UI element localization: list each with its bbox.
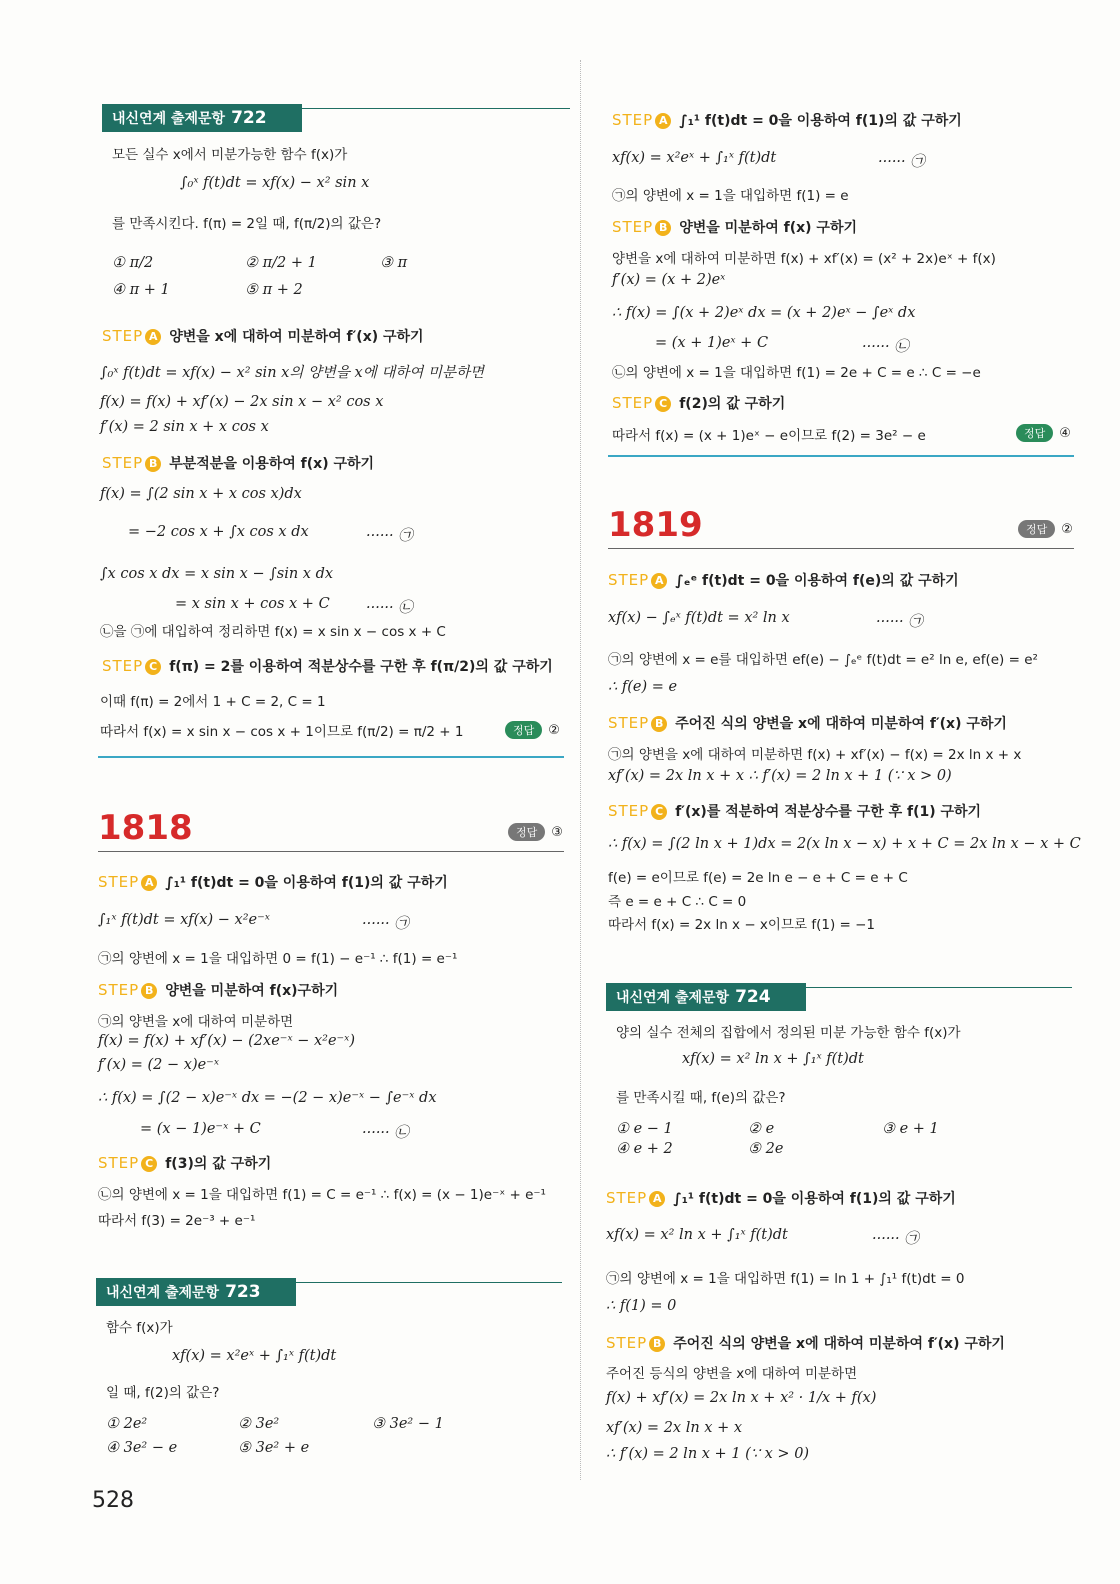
answer-value: ② <box>548 723 560 738</box>
step-badge: B <box>655 220 671 236</box>
answer-label: 정답 <box>508 823 545 841</box>
p1819-c3: 즉 e = e + C ∴ C = 0 <box>608 894 747 910</box>
p724-question-1: 양의 실수 전체의 집합에서 정의된 미분 가능한 함수 f(x)가 <box>616 1025 961 1041</box>
p724-a1: xf(x) = x² ln x + ∫₁ˣ f(t)dt <box>606 1227 788 1243</box>
p723-b4: = (x + 1)eˣ + C <box>655 335 769 351</box>
p722-step-b <box>102 453 374 473</box>
banner-label: 내신연계 출제문항 <box>112 111 226 127</box>
step-label: STEP <box>98 981 140 999</box>
step-badge: C <box>651 804 667 820</box>
p722-b2-marker: ······ ㉠ <box>366 528 413 544</box>
p722-answer <box>505 721 560 739</box>
p1819-c4: 따라서 f(x) = 2x ln x − x이므로 f(1) = −1 <box>608 917 876 933</box>
step-badge: B <box>145 456 161 472</box>
p723-step-b <box>612 217 857 237</box>
p1819-a1: xf(x) − ∫ₑˣ f(t)dt = x² ln x <box>608 610 790 626</box>
step-title: f(3)의 값 구하기 <box>165 1156 272 1172</box>
step-label: STEP <box>102 327 144 345</box>
step-label: STEP <box>606 1334 648 1352</box>
step-title: f(2)의 값 구하기 <box>679 396 786 412</box>
p723-b3: ∴ f(x) = ∫(x + 2)eˣ dx = (x + 2)eˣ − ∫eˣ dx <box>612 305 916 321</box>
p723-b2: f′(x) = (x + 2)eˣ <box>612 272 726 288</box>
p722-choice-5: ⑤ π + 2 <box>245 282 303 298</box>
banner-723 <box>96 1278 296 1306</box>
banner-number: 724 <box>735 987 771 1007</box>
p723-question-1: 함수 f(x)가 <box>106 1320 173 1336</box>
banner-label: 내신연계 출제문항 <box>106 1285 220 1301</box>
step-title: ∫₁¹ f(t)dt = 0을 이용하여 f(1)의 값 구하기 <box>673 1191 956 1207</box>
p722-question-1: 모든 실수 x에서 미분가능한 함수 f(x)가 <box>112 147 348 163</box>
p723-choice-4: ④ 3e² − e <box>106 1440 178 1456</box>
p723-end-rule <box>608 455 1074 457</box>
p1818-step-a <box>98 872 448 892</box>
p722-b1: f(x) = ∫(2 sin x + x cos x)dx <box>100 486 302 502</box>
p724-choice-5: ⑤ 2e <box>748 1141 784 1157</box>
p1819-a2: ㉠의 양변에 x = e를 대입하면 ef(e) − ∫ₑᵉ f(t)dt = e² ln e, ef(e) = e² <box>608 652 1038 668</box>
step-badge: B <box>649 1336 665 1352</box>
p722-question-equation: ∫₀ˣ f(t)dt = xf(x) − x² sin x <box>180 175 370 191</box>
p1819-a3: ∴ f(e) = e <box>608 679 678 695</box>
p1818-c1: ㉡의 양변에 x = 1을 대입하면 f(1) = C = e⁻¹ ∴ f(x) = (x − 1)e⁻ˣ + e⁻¹ <box>98 1187 546 1203</box>
step-title: 양변을 미분하여 f(x)구하기 <box>165 983 339 999</box>
step-badge: B <box>651 716 667 732</box>
p722-b4-marker: ······ ㉡ <box>366 600 413 616</box>
step-badge: A <box>655 113 671 129</box>
banner-724-line <box>806 987 1072 988</box>
answer-value: ④ <box>1059 426 1071 441</box>
p724-step-a <box>606 1188 956 1208</box>
p722-b5: ㉡을 ㉠에 대입하여 정리하면 f(x) = x sin x − cos x + C <box>100 624 446 640</box>
step-title: 양변을 미분하여 f(x) 구하기 <box>679 220 857 236</box>
p1819-step-c <box>608 801 981 821</box>
answer-value: ③ <box>551 825 563 840</box>
step-label: STEP <box>608 571 650 589</box>
p722-choice-1: ① π/2 <box>112 255 154 271</box>
p724-question-2: 를 만족시킬 때, f(e)의 값은? <box>616 1090 786 1106</box>
p1818-step-b <box>98 980 338 1000</box>
step-title: ∫ₑᵉ f(t)dt = 0을 이용하여 f(e)의 값 구하기 <box>675 573 959 589</box>
p723-choice-2: ② 3e² <box>238 1416 280 1432</box>
p723-a1-marker: ······ ㉠ <box>878 154 925 170</box>
p1818-a2: ㉠의 양변에 x = 1을 대입하면 0 = f(1) − e⁻¹ ∴ f(1) = e⁻¹ <box>98 951 458 967</box>
step-title: 주어진 식의 양변을 x에 대하여 미분하여 f′(x) 구하기 <box>673 1336 1005 1352</box>
banner-722 <box>102 104 302 132</box>
p1818-a1-marker: ······ ㉠ <box>362 916 409 932</box>
p722-step-c <box>102 656 553 676</box>
page-number: 528 <box>92 1488 134 1513</box>
p723-choice-5: ⑤ 3e² + e <box>238 1440 310 1456</box>
step-title: ∫₁¹ f(t)dt = 0을 이용하여 f(1)의 값 구하기 <box>679 113 962 129</box>
step-badge: C <box>655 396 671 412</box>
step-label: STEP <box>102 454 144 472</box>
step-badge: B <box>141 983 157 999</box>
banner-723-line <box>296 1282 562 1283</box>
p723-choice-3: ③ 3e² − 1 <box>372 1416 444 1432</box>
p724-question-equation: xf(x) = x² ln x + ∫₁ˣ f(t)dt <box>682 1051 864 1067</box>
p1819-c2: f(e) = e이므로 f(e) = 2e ln e − e + C = e + C <box>608 870 908 886</box>
p723-c1: 따라서 f(x) = (x + 1)eˣ − e이므로 f(2) = 3e² − e <box>612 428 926 444</box>
step-badge: A <box>141 875 157 891</box>
p724-b2: f(x) + xf′(x) = 2x ln x + x² · 1/x + f(x) <box>606 1390 877 1406</box>
step-badge: A <box>651 573 667 589</box>
step-label: STEP <box>98 1154 140 1172</box>
p724-choice-3: ③ e + 1 <box>882 1121 939 1137</box>
p723-a1: xf(x) = x²eˣ + ∫₁ˣ f(t)dt <box>612 150 777 166</box>
step-title: 주어진 식의 양변을 x에 대하여 미분하여 f′(x) 구하기 <box>675 716 1007 732</box>
p1819-a1-marker: ······ ㉠ <box>876 614 923 630</box>
step-title: 부분적분을 이용하여 f(x) 구하기 <box>169 456 375 472</box>
p722-b3: ∫x cos x dx = x sin x − ∫sin x dx <box>100 566 334 582</box>
step-label: STEP <box>606 1189 648 1207</box>
step-label: STEP <box>612 218 654 236</box>
p722-c2: 따라서 f(x) = x sin x − cos x + 1이므로 f(π/2) = π/2 + 1 <box>100 724 464 740</box>
p722-question-2: 를 만족시킨다. f(π) = 2일 때, f(π/2)의 값은? <box>112 216 382 232</box>
p1819-b1: ㉠의 양변을 x에 대하여 미분하면 f(x) + xf′(x) − f(x) = 2x ln x + x <box>608 747 1022 763</box>
p1819-step-b <box>608 713 1007 733</box>
p1818-b5-marker: ······ ㉡ <box>362 1125 409 1141</box>
p1819-step-a <box>608 570 959 590</box>
p723-question-equation: xf(x) = x²eˣ + ∫₁ˣ f(t)dt <box>172 1348 337 1364</box>
p722-a2: f(x) = f(x) + xf′(x) − 2x sin x − x² cos x <box>100 394 384 410</box>
p1818-b3: f′(x) = (2 − x)e⁻ˣ <box>98 1057 219 1073</box>
p724-choice-1: ① e − 1 <box>616 1121 673 1137</box>
p722-choice-3: ③ π <box>380 255 408 271</box>
problem-number-1818: 1818 <box>98 808 193 848</box>
p1818-a1: ∫₁ˣ f(t)dt = xf(x) − x²e⁻ˣ <box>98 912 270 928</box>
step-label: STEP <box>612 111 654 129</box>
p723-step-c <box>612 393 785 413</box>
p1818-b5: = (x − 1)e⁻ˣ + C <box>140 1121 261 1137</box>
p1819-b2: xf′(x) = 2x ln x + x ∴ f′(x) = 2 ln x + 1 (∵ x > 0) <box>608 768 952 784</box>
p722-c1: 이때 f(π) = 2에서 1 + C = 2, C = 1 <box>100 694 326 710</box>
p722-choice-4: ④ π + 1 <box>112 282 170 298</box>
p722-a3: f′(x) = 2 sin x + x cos x <box>100 419 269 435</box>
p724-a3: ∴ f(1) = 0 <box>606 1298 677 1314</box>
answer-label: 정답 <box>1016 424 1053 442</box>
p723-choice-1: ① 2e² <box>106 1416 148 1432</box>
step-badge: C <box>141 1156 157 1172</box>
answer-label: 정답 <box>505 721 542 739</box>
p723-b5: ㉡의 양변에 x = 1을 대입하면 f(1) = 2e + C = e ∴ C = −e <box>612 365 981 381</box>
p724-a1-marker: ······ ㉠ <box>872 1231 919 1247</box>
p723-a2: ㉠의 양변에 x = 1을 대입하면 f(1) = e <box>612 188 849 204</box>
p722-a1: ∫₀ˣ f(t)dt = xf(x) − x² sin x의 양변을 x에 대하여 미분하면 <box>100 365 485 381</box>
p723-question-2: 일 때, f(2)의 값은? <box>106 1385 220 1401</box>
p1818-answer <box>508 823 563 841</box>
banner-722-line <box>302 108 570 109</box>
p724-a2: ㉠의 양변에 x = 1을 대입하면 f(1) = ln 1 + ∫₁¹ f(t)dt = 0 <box>606 1271 965 1287</box>
p723-b1: 양변을 x에 대하여 미분하면 f(x) + xf′(x) = (x² + 2x)eˣ + f(x) <box>612 251 996 267</box>
p1819-c1: ∴ f(x) = ∫(2 ln x + 1)dx = 2(x ln x − x) + x + C = 2x ln x − x + C <box>608 836 1081 852</box>
step-label: STEP <box>98 873 140 891</box>
step-title: 양변을 x에 대하여 미분하여 f′(x) 구하기 <box>169 329 424 345</box>
answer-value: ② <box>1061 522 1073 537</box>
banner-724 <box>606 983 806 1011</box>
p1819-answer <box>1018 520 1073 538</box>
p1818-c2: 따라서 f(3) = 2e⁻³ + e⁻¹ <box>98 1213 256 1229</box>
p722-choice-2: ② π/2 + 1 <box>245 255 317 271</box>
p1819-header-rule <box>608 548 1074 549</box>
step-badge: A <box>649 1191 665 1207</box>
p723-b4-marker: ······ ㉡ <box>862 339 909 355</box>
p723-answer <box>1016 424 1071 442</box>
step-title: f(π) = 2를 이용하여 적분상수를 구한 후 f(π/2)의 값 구하기 <box>169 659 553 675</box>
p724-choice-2: ② e <box>748 1121 775 1137</box>
step-label: STEP <box>608 802 650 820</box>
p1818-b1: ㉠의 양변을 x에 대하여 미분하면 <box>98 1014 294 1030</box>
p1818-b2: f(x) = f(x) + xf′(x) − (2xe⁻ˣ − x²e⁻ˣ) <box>98 1033 355 1049</box>
step-label: STEP <box>102 657 144 675</box>
step-title: f′(x)를 적분하여 적분상수를 구한 후 f(1) 구하기 <box>675 804 982 820</box>
p1818-header-rule <box>98 851 564 852</box>
answer-label: 정답 <box>1018 520 1055 538</box>
step-label: STEP <box>612 394 654 412</box>
step-badge: C <box>145 659 161 675</box>
p724-step-b <box>606 1333 1005 1353</box>
banner-number: 722 <box>231 108 267 128</box>
step-title: ∫₁¹ f(t)dt = 0을 이용하여 f(1)의 값 구하기 <box>165 875 448 891</box>
p724-b1: 주어진 등식의 양변을 x에 대하여 미분하면 <box>606 1366 858 1382</box>
p1818-b4: ∴ f(x) = ∫(2 − x)e⁻ˣ dx = −(2 − x)e⁻ˣ − ∫e⁻ˣ dx <box>98 1090 437 1106</box>
step-badge: A <box>145 329 161 345</box>
p723-step-a <box>612 110 962 130</box>
banner-label: 내신연계 출제문항 <box>616 990 730 1006</box>
problem-number-1819: 1819 <box>608 505 703 545</box>
p724-choice-4: ④ e + 2 <box>616 1141 673 1157</box>
step-label: STEP <box>608 714 650 732</box>
p722-end-rule <box>98 756 564 758</box>
p722-step-a <box>102 326 424 346</box>
column-divider <box>580 60 581 1480</box>
p1818-step-c <box>98 1153 271 1173</box>
p722-b2: = −2 cos x + ∫x cos x dx <box>128 524 309 540</box>
p722-b4: = x sin x + cos x + C <box>175 596 330 612</box>
p724-b3: xf′(x) = 2x ln x + x <box>606 1420 743 1436</box>
banner-number: 723 <box>225 1282 261 1302</box>
p724-b4: ∴ f′(x) = 2 ln x + 1 (∵ x > 0) <box>606 1446 810 1462</box>
